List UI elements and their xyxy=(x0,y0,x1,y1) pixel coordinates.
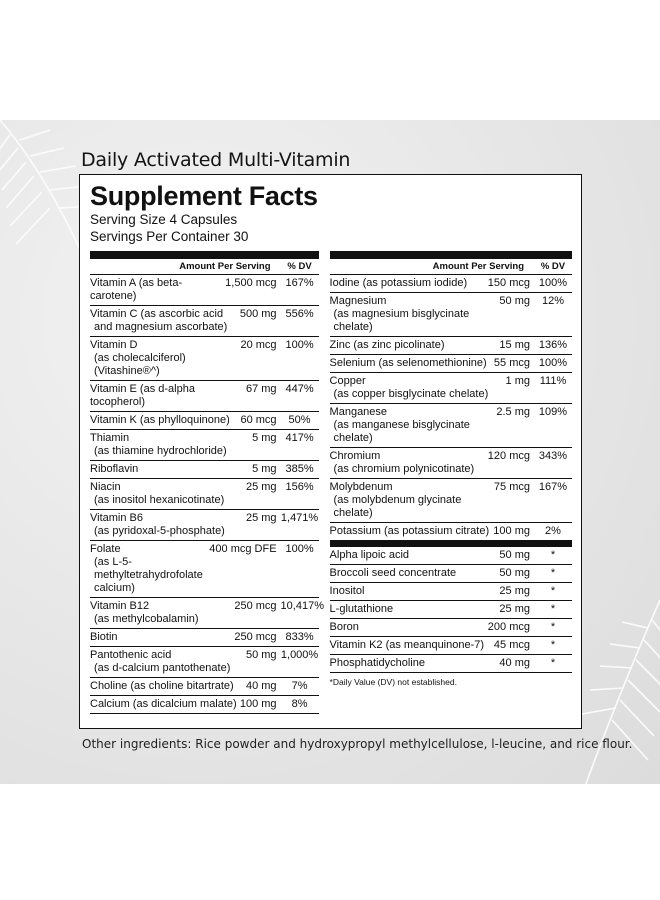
other-ingredients: Other ingredients: Rice powder and hydroxypropyl methylcellulose, l-leucine, and rice flour. xyxy=(82,737,633,751)
facts-right-column xyxy=(330,251,572,714)
facts-columns xyxy=(90,251,572,714)
nutrient-label: Alpha lipoic acid xyxy=(329,549,410,561)
nutrient-name xyxy=(330,450,488,476)
nutrient-label: Vitamin K (as phylloquinone) xyxy=(90,414,230,426)
nutrient-name xyxy=(90,383,246,409)
left-nutrient-list xyxy=(90,275,324,714)
nutrient-label: Vitamin A (as beta-carotene) xyxy=(90,277,183,302)
servings-per-container: Servings Per Container 30 xyxy=(90,229,249,244)
nutrient-name xyxy=(330,295,500,334)
nutrient-name xyxy=(90,600,234,626)
nutrient-dv: 50% xyxy=(288,414,311,426)
nutrient-label: Vitamin K2 (as meanquinone-7) xyxy=(329,639,485,651)
nutrient-dv: 385% xyxy=(285,463,314,475)
nutrient-amount: 50 mg xyxy=(499,549,530,561)
nutrient-row xyxy=(90,696,319,714)
other-ingredient-list xyxy=(330,547,572,673)
nutrient-dv: 100% xyxy=(285,339,314,351)
nutrient-dv: * xyxy=(550,639,556,651)
nutrient-amount: 5 mg xyxy=(252,463,277,475)
nutrient-name xyxy=(330,406,497,445)
nutrient-name xyxy=(90,649,246,675)
nutrient-name xyxy=(90,631,234,644)
nutrient-amount: 40 mg xyxy=(499,657,530,669)
nutrient-dv: 109% xyxy=(538,406,568,418)
nutrient-amount: 2.5 mg xyxy=(496,406,530,418)
nutrient-label: Riboflavin xyxy=(90,463,139,475)
nutrient-row xyxy=(330,479,572,523)
nutrient-source: (as cholecalciferol) (Vitashine®^) xyxy=(94,352,186,377)
nutrient-label: Vitamin C (as ascorbic acid xyxy=(90,308,224,320)
facts-left-column xyxy=(90,251,324,714)
nutrient-name xyxy=(90,463,252,476)
nutrient-name xyxy=(330,567,500,580)
nutrient-amount: 25 mg xyxy=(245,481,277,493)
nutrient-dv: 12% xyxy=(541,295,565,307)
nutrient-label: Choline (as choline bitartrate) xyxy=(90,680,234,692)
nutrient-name xyxy=(90,339,240,378)
nutrient-source: (as copper bisglycinate chelate) xyxy=(333,388,489,400)
nutrient-amount: 1,500 mcg xyxy=(225,277,277,289)
nutrient-label: Biotin xyxy=(90,631,118,643)
nutrient-row xyxy=(90,678,319,696)
nutrient-row xyxy=(90,306,319,337)
nutrient-dv: * xyxy=(550,621,556,633)
nutrient-dv: 1,000% xyxy=(280,649,319,661)
nutrient-dv: 7% xyxy=(291,680,308,692)
nutrient-source: (as methylcobalamin) xyxy=(94,613,199,625)
nutrient-dv: * xyxy=(550,567,556,579)
nutrient-dv: 100% xyxy=(538,357,568,369)
nutrient-amount: 75 mcg xyxy=(493,481,530,493)
nutrient-row xyxy=(90,479,319,510)
nutrient-label: Chromium xyxy=(329,450,381,462)
nutrient-label: Pantothenic acid xyxy=(90,649,172,661)
nutrient-name xyxy=(330,585,500,598)
nutrient-label: Iodine (as potassium iodide) xyxy=(329,277,468,289)
nutrient-name xyxy=(330,357,494,370)
nutrient-row xyxy=(330,448,572,479)
nutrient-source: (as thiamine hydrochloride) xyxy=(94,445,227,457)
nutrient-label: Molybdenum xyxy=(329,481,393,493)
nutrient-amount: 250 mcg xyxy=(234,600,277,612)
nutrient-label: Vitamin B6 xyxy=(90,512,143,524)
divider-bar xyxy=(90,251,319,259)
facts-heading: Supplement Facts xyxy=(90,181,318,211)
nutrient-dv: 100% xyxy=(285,543,314,555)
nutrient-source: (as pyridoxal-5-phosphate) xyxy=(94,525,225,537)
nutrient-row xyxy=(90,510,319,541)
nutrient-label: Phosphatidycholine xyxy=(329,657,425,669)
nutrient-row xyxy=(90,461,319,479)
nutrient-name xyxy=(90,414,240,427)
nutrient-amount: 5 mg xyxy=(252,432,277,444)
nutrient-dv: 1,471% xyxy=(280,512,319,524)
nutrient-name xyxy=(330,603,500,616)
nutrient-dv: 833% xyxy=(285,631,314,643)
nutrient-dv: 156% xyxy=(285,481,314,493)
nutrient-row xyxy=(330,547,572,565)
nutrient-name xyxy=(90,277,225,303)
nutrient-name xyxy=(330,481,494,520)
nutrient-row xyxy=(90,412,319,430)
nutrient-label: Inositol xyxy=(329,585,365,597)
nutrient-name xyxy=(90,308,240,334)
nutrient-source: (as manganese bisglycinate chelate) xyxy=(333,419,470,444)
nutrient-row xyxy=(330,619,572,637)
nutrient-source: (as magnesium bisglycinate chelate) xyxy=(333,308,470,333)
nutrient-name xyxy=(330,525,494,538)
nutrient-label: Magnesium xyxy=(329,295,387,307)
nutrient-dv: * xyxy=(550,549,556,561)
nutrient-row xyxy=(90,598,324,629)
nutrient-amount: 250 mcg xyxy=(234,631,277,643)
nutrient-name xyxy=(330,657,500,670)
nutrient-name xyxy=(330,549,500,562)
nutrient-amount: 50 mg xyxy=(245,649,277,661)
nutrient-label: Calcium (as dicalcium malate) xyxy=(90,698,237,710)
nutrient-amount: 100 mg xyxy=(239,698,277,710)
nutrient-name xyxy=(90,481,246,507)
nutrient-name xyxy=(90,512,246,538)
nutrient-label: Vitamin D xyxy=(90,339,138,351)
nutrient-dv: 136% xyxy=(538,339,568,351)
header-dv: % DV xyxy=(287,261,312,272)
nutrient-amount: 40 mg xyxy=(245,680,277,692)
nutrient-amount: 500 mg xyxy=(239,308,277,320)
nutrient-dv: 343% xyxy=(538,450,568,462)
nutrient-amount: 50 mg xyxy=(499,567,530,579)
nutrient-label: Zinc (as zinc picolinate) xyxy=(329,339,445,351)
product-title: Daily Activated Multi-Vitamin xyxy=(81,149,351,171)
nutrient-row xyxy=(330,601,572,619)
nutrient-row xyxy=(330,583,572,601)
nutrient-label: Boron xyxy=(329,621,359,633)
nutrient-name xyxy=(330,639,494,652)
nutrient-label: L-glutathione xyxy=(329,603,394,615)
nutrient-label: Vitamin B12 xyxy=(90,600,150,612)
nutrient-name xyxy=(330,375,506,401)
nutrient-amount: 25 mg xyxy=(499,603,530,615)
nutrient-row xyxy=(330,275,572,293)
nutrient-dv: * xyxy=(550,657,556,669)
nutrient-amount: 60 mcg xyxy=(240,414,277,426)
nutrient-dv: 100% xyxy=(538,277,568,289)
nutrient-row xyxy=(330,655,572,673)
nutrient-amount: 100 mg xyxy=(493,525,530,537)
serving-size: Serving Size 4 Capsules xyxy=(90,212,238,227)
nutrient-source: (as chromium polynicotinate) xyxy=(333,463,475,475)
nutrient-row xyxy=(330,404,572,448)
column-header xyxy=(330,259,572,275)
nutrient-amount: 25 mg xyxy=(245,512,277,524)
nutrient-dv: 447% xyxy=(285,383,314,395)
nutrient-dv: * xyxy=(550,603,556,615)
divider-bar xyxy=(330,251,572,259)
nutrient-name xyxy=(90,698,240,711)
nutrient-dv: * xyxy=(550,585,556,597)
nutrient-dv: 167% xyxy=(538,481,568,493)
nutrient-source: (as d-calcium pantothenate) xyxy=(94,662,231,674)
nutrient-amount: 200 mcg xyxy=(487,621,530,633)
nutrient-amount: 1 mg xyxy=(505,375,530,387)
nutrient-dv: 167% xyxy=(285,277,314,289)
nutrient-label: Niacin xyxy=(90,481,121,493)
supplement-facts-panel xyxy=(79,174,582,729)
nutrient-source: (as L-5-methyltetrahydrofolate calcium) xyxy=(94,556,203,594)
nutrient-amount: 50 mg xyxy=(499,295,530,307)
nutrient-row xyxy=(90,647,319,678)
nutrient-row xyxy=(90,275,319,306)
nutrient-amount: 25 mg xyxy=(499,585,530,597)
nutrient-row xyxy=(330,523,572,541)
nutrient-name xyxy=(330,621,488,634)
nutrient-amount: 400 mcg DFE xyxy=(209,543,277,555)
nutrient-row xyxy=(90,629,319,647)
nutrient-label: Thiamin xyxy=(90,432,130,444)
nutrient-name xyxy=(330,339,500,352)
header-amount: Amount Per Serving xyxy=(432,261,524,272)
dv-footnote: *Daily Value (DV) not established. xyxy=(329,677,457,687)
nutrient-amount: 67 mg xyxy=(245,383,277,395)
nutrient-label: Copper xyxy=(329,375,366,387)
nutrient-amount: 15 mg xyxy=(499,339,530,351)
nutrient-row xyxy=(330,293,572,337)
nutrient-source: (as molybdenum glycinate chelate) xyxy=(333,494,462,519)
nutrient-dv: 111% xyxy=(539,375,567,387)
nutrient-name xyxy=(90,543,209,595)
nutrient-dv: 2% xyxy=(545,525,561,537)
nutrient-row xyxy=(330,337,572,355)
nutrient-row xyxy=(330,565,572,583)
nutrient-row xyxy=(90,337,319,381)
nutrient-dv: 8% xyxy=(291,698,308,710)
nutrient-amount: 45 mcg xyxy=(493,639,530,651)
nutrient-source: (as inositol hexanicotinate) xyxy=(94,494,225,506)
nutrient-label: Manganese xyxy=(329,406,388,418)
nutrient-dv: 556% xyxy=(285,308,314,320)
nutrient-dv: 417% xyxy=(285,432,314,444)
nutrient-label: Folate xyxy=(90,543,121,555)
header-amount: Amount Per Serving xyxy=(179,261,271,272)
nutrient-amount: 120 mcg xyxy=(487,450,530,462)
nutrient-dv: 10,417% xyxy=(280,600,324,612)
header-dv: % DV xyxy=(540,261,566,272)
nutrient-label: Broccoli seed concentrate xyxy=(329,567,457,579)
nutrient-label: Selenium (as selenomethionine) xyxy=(329,357,487,369)
nutrient-label: Potassium (as potassium citrate) xyxy=(329,525,490,537)
nutrient-name xyxy=(90,432,252,458)
nutrient-source: and magnesium ascorbate) xyxy=(94,321,228,333)
right-nutrient-list xyxy=(330,275,572,541)
column-header xyxy=(90,259,319,275)
nutrient-row xyxy=(90,430,319,461)
nutrient-amount: 150 mcg xyxy=(487,277,530,289)
nutrient-name xyxy=(90,680,246,693)
nutrient-row xyxy=(330,373,572,404)
nutrient-name xyxy=(330,277,488,290)
nutrient-amount: 20 mcg xyxy=(240,339,277,351)
nutrient-row xyxy=(90,541,319,598)
nutrient-row xyxy=(90,381,319,412)
nutrient-amount: 55 mcg xyxy=(493,357,530,369)
nutrient-row xyxy=(330,355,572,373)
nutrient-row xyxy=(330,637,572,655)
nutrient-label: Vitamin E (as d-alpha tocopherol) xyxy=(90,383,195,408)
